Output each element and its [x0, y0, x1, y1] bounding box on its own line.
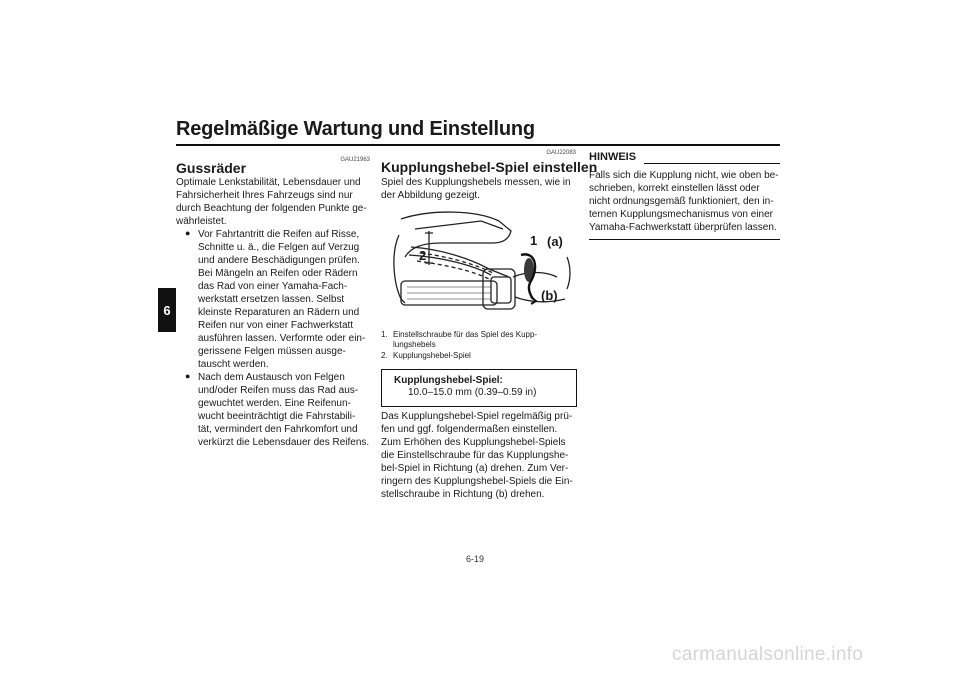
page-header-title: Regelmäßige Wartung und Einstellung	[176, 118, 535, 140]
header-rule	[176, 144, 780, 146]
text-line: Reifen nur von einer Fachwerkstatt	[198, 320, 354, 331]
text-line: fen und ggf. folgendermaßen einstellen.	[381, 424, 558, 435]
text-line: nicht ordnungsgemäß funktioniert, den in-	[589, 196, 774, 207]
figure-label-b: (b)	[541, 288, 558, 303]
text-line: das Rad von einer Yamaha-Fach-	[198, 281, 348, 292]
text-line: gewuchtet werden. Eine Reifenun-	[198, 398, 351, 409]
caption-num: 2.	[381, 351, 388, 360]
text-line: ternen Kupplungsmechanismus von einer	[589, 209, 773, 220]
spec-title: Kupplungshebel-Spiel:	[394, 375, 503, 386]
caption-num: 1.	[381, 330, 388, 339]
text-line: der Abbildung gezeigt.	[381, 190, 480, 201]
section-code: GAU21963	[340, 157, 370, 163]
caption-text: Einstellschraube für das Spiel des Kupp-	[393, 330, 538, 339]
text-line: tät, vermindert den Fahrkomfort und	[198, 424, 358, 435]
text-line: bel-Spiel in Richtung (a) drehen. Zum Ver-	[381, 463, 569, 474]
text-line: schrieben, korrekt einstellen lässt oder	[589, 183, 760, 194]
hinweis-title: HINWEIS	[589, 151, 637, 163]
text-line: werkstatt ersetzen lassen. Selbst	[198, 294, 345, 305]
text-line: ausführen lassen. Verformte oder ein-	[198, 333, 366, 344]
text-line: Fahrsicherheit Ihres Fahrzeugs sind nur	[176, 190, 353, 201]
section-heading-kupplung: Kupplungshebel-Spiel einstellen	[381, 159, 598, 175]
text-line: durch Beachtung der folgenden Punkte ge-	[176, 203, 367, 214]
chapter-tab: 6	[158, 288, 176, 332]
section-heading-gussraeder: Gussräder	[176, 160, 247, 176]
clutch-lever-figure	[381, 207, 577, 325]
figure-label-a: (a)	[547, 234, 563, 249]
text-line: Nach dem Austausch von Felgen	[198, 372, 345, 383]
text-line: tauscht werden.	[198, 359, 269, 370]
text-line: Vor Fahrtantritt die Reifen auf Risse,	[198, 229, 360, 240]
spec-value: 10.0–15.0 mm (0.39–0.59 in)	[408, 387, 537, 398]
caption-text: lungshebels	[393, 340, 436, 349]
text-line: die Einstellschraube für das Kupplungshe-	[381, 450, 569, 461]
text-line: ringern des Kupplungshebel-Spiels die Ein-	[381, 476, 573, 487]
caption-text: Kupplungshebel-Spiel	[393, 351, 471, 360]
text-line: Spiel des Kupplungshebels messen, wie in	[381, 177, 571, 188]
hinweis-top-rule	[644, 163, 780, 164]
text-line: Falls sich die Kupplung nicht, wie oben be-	[589, 170, 779, 181]
hinweis-bottom-rule	[589, 239, 780, 240]
section-code: GAU22083	[546, 150, 576, 156]
text-line: währleistet.	[176, 216, 227, 227]
text-line: verkürzt die Lebensdauer des Reifens.	[198, 437, 370, 448]
text-line: Yamaha-Fachwerkstatt überprüfen lassen.	[589, 222, 777, 233]
text-line: kleinste Reparaturen an Rädern und	[198, 307, 360, 318]
text-line: stellschraube in Richtung (b) drehen.	[381, 489, 545, 500]
text-line: und/oder Reifen muss das Rad aus-	[198, 385, 359, 396]
figure-label-1: 1	[530, 233, 538, 248]
bullet-icon: ●	[185, 228, 191, 238]
text-line: und andere Beschädigungen prüfen.	[198, 255, 360, 266]
text-line: Bei Mängeln an Reifen oder Rädern	[198, 268, 358, 279]
text-line: gerissene Felgen müssen ausge-	[198, 346, 346, 357]
text-line: wucht beeinträchtigt die Fahrstabili-	[198, 411, 356, 422]
bullet-icon: ●	[185, 371, 191, 381]
text-line: Optimale Lenkstabilität, Lebensdauer und	[176, 177, 361, 188]
watermark: carmanualsonline.info	[672, 644, 864, 665]
text-line: Schnitte u. ä., die Felgen auf Verzug	[198, 242, 360, 253]
figure-label-2: 2	[419, 248, 427, 263]
text-line: Zum Erhöhen des Kupplungshebel-Spiels	[381, 437, 566, 448]
page-number: 6-19	[466, 554, 485, 564]
text-line: Das Kupplungshebel-Spiel regelmäßig prü-	[381, 411, 573, 422]
